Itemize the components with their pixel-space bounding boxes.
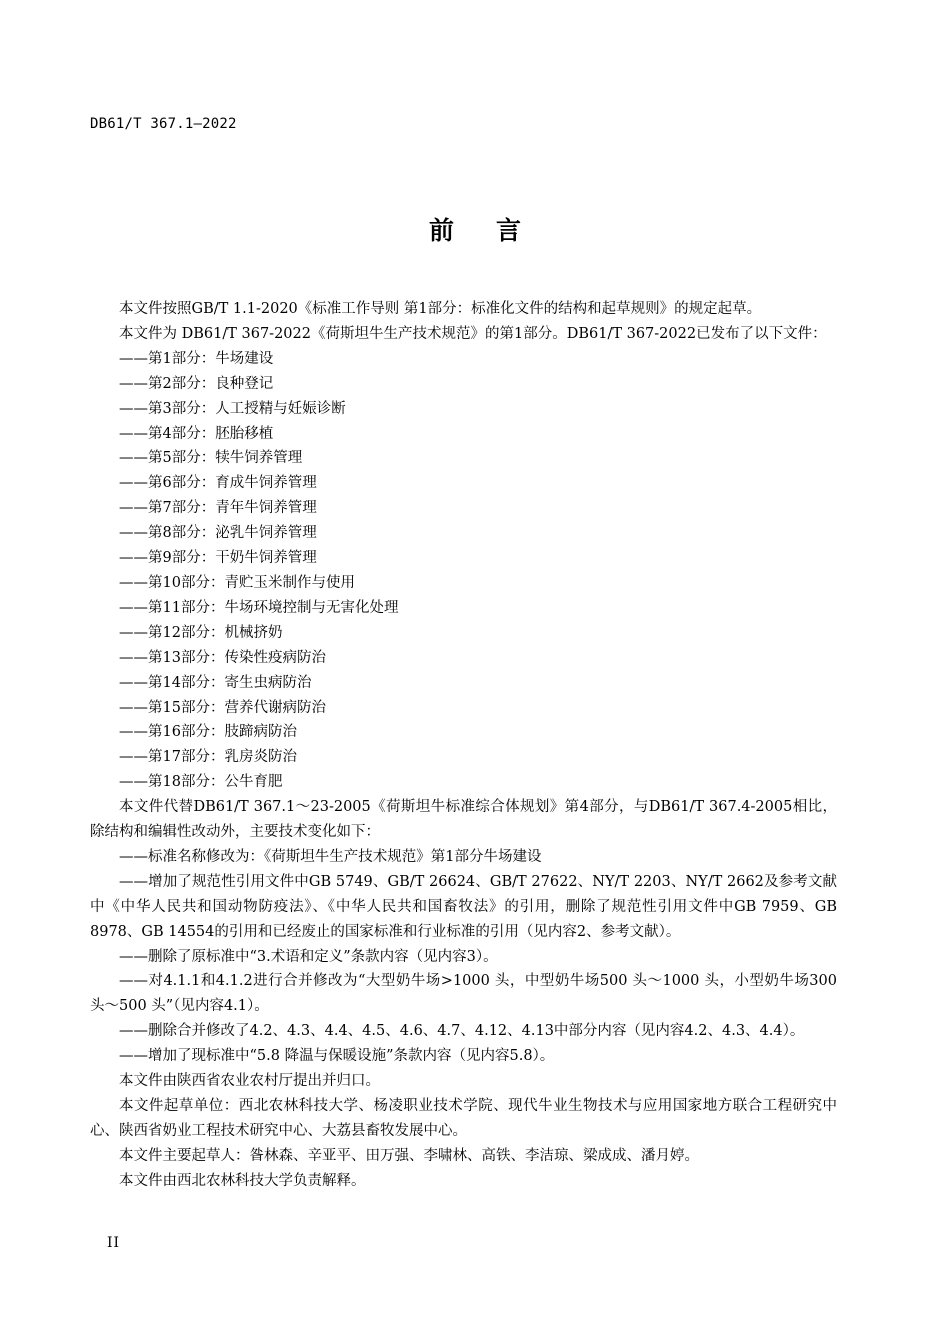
part-list-item: ——第14部分：寄生虫病防治 [119,674,312,691]
intro-paragraph: 本文件为 DB61/T 367-2022《荷斯坦牛生产技术规范》的第1部分。DB61/T 367-2022已发布了以下文件： [119,325,827,342]
change-list-item: ——增加了规范性引用文件中GB 5749、GB/T 26624、GB/T 27622、NY/T 2203、NY/T 2662及参考文献中《中华人民共和国动物防疫法》、《中华人民共和国畜牧法》的引用，删除了规范性引用文件中GB 7959、GB 8978、GB 14554的引用和已经废止的国家标准和行业标准的引用（见内容2、参考文献）。 [90,873,837,940]
part-list-item: ——第4部分：胚胎移植 [119,425,274,442]
part-list-item: ——第3部分：人工授精与妊娠诊断 [119,400,346,417]
part-list-item: ——第17部分：乳房炎防治 [119,749,297,766]
page-number: II [107,1235,121,1251]
part-list-item: ——第2部分：良种登记 [119,375,274,392]
changes-intro-paragraph: 本文件代替DB61/T 367.1～23-2005《荷斯坦牛标准综合体规划》第4部分，与DB61/T 367.4-2005相比，除结构和编辑性改动外，主要技术变化如下： [90,799,837,841]
closing-paragraph: 本文件由西北农林科技大学负责解释。 [119,1172,366,1189]
document-number: DB61/T 367.1—2022 [90,116,237,132]
part-list-item: ——第9部分：干奶牛饲养管理 [119,550,317,567]
change-list-item: ——标准名称修改为：《荷斯坦牛生产技术规范》第1部分牛场建设 [119,848,542,865]
closing-paragraph: 本文件主要起草人：昝林森、辛亚平、田万强、李啸林、高铁、李洁琼、梁成成、潘月婷。 [119,1147,699,1164]
change-list-item: ——增加了现标准中“5.8 降温与保暖设施”条款内容（见内容5.8）。 [119,1048,555,1065]
part-list-item: ——第11部分：牛场环境控制与无害化处理 [119,599,399,616]
part-list-item: ——第13部分：传染性疫病防治 [119,649,326,666]
part-list-item: ——第15部分：营养代谢病防治 [119,699,326,716]
part-list-item: ——第5部分：犊牛饲养管理 [119,450,303,467]
part-list-item: ——第18部分：公牛育肥 [119,774,283,791]
closing-paragraph: 本文件起草单位：西北农林科技大学、杨凌职业技术学院、现代牛业生物技术与应用国家地方联合工程研究中心、陕西省奶业工程技术研究中心、大荔县畜牧发展中心。 [90,1098,837,1139]
change-list-item: ——对4.1.1和4.1.2进行合并修改为“大型奶牛场>1000 头，中型奶牛场500 头～1000 头，小型奶牛场300 头～500 头”（见内容4.1）。 [90,973,837,1015]
intro-paragraph: 本文件按照GB/T 1.1-2020《标准工作导则 第1部分：标准化文件的结构和起草规则》的规定起草。 [119,301,762,317]
change-list-item: ——删除合并修改了4.2、4.3、4.4、4.5、4.6、4.7、4.12、4.13中部分内容（见内容4.2、4.3、4.4）。 [119,1023,805,1040]
part-list-item: ——第10部分：青贮玉米制作与使用 [119,574,355,591]
part-list-item: ——第6部分：育成牛饲养管理 [119,475,317,492]
part-list-item: ——第16部分：肢蹄病防治 [119,724,297,741]
closing-paragraph: 本文件由陕西省农业农村厅提出并归口。 [119,1073,380,1090]
part-list-item: ——第1部分：牛场建设 [119,350,274,367]
part-list-item: ——第8部分：泌乳牛饲养管理 [119,525,317,542]
part-list-item: ——第12部分：机械挤奶 [119,624,283,641]
page-title: 前言 [428,216,563,245]
part-list-item: ——第7部分：青年牛饲养管理 [119,500,317,517]
document-body [90,297,837,1194]
change-list-item: ——删除了原标准中“3.术语和定义”条款内容（见内容3）。 [119,948,498,965]
